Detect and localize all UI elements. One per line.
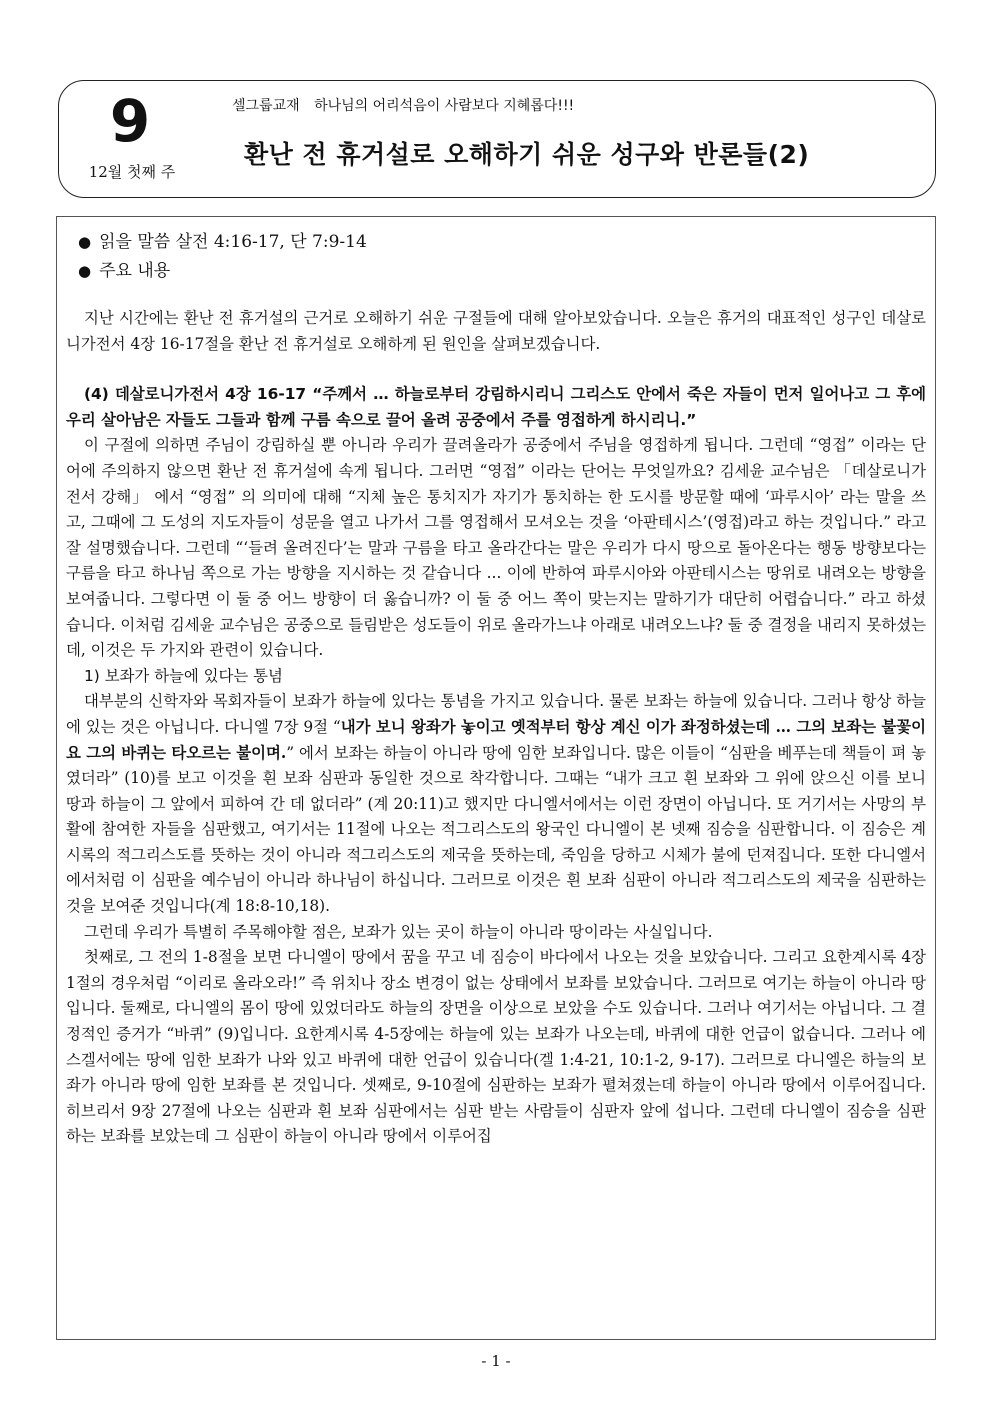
- main-content-row: [78, 257, 367, 286]
- paragraph-2: [66, 689, 926, 919]
- bullet-icon: ●: [78, 233, 92, 251]
- paragraph-4: 첫째로, 그 전의 1-8절을 보면 다니엘이 땅에서 꿈을 꾸고 네 짐승이 바다에서 나오는 것을 보았습니다. 그리고 요한계시록 4장 1절의 경우처럼 “이리로 올라오라!” 즉 위치나 장소 변경이 없는 상태에서 보좌를 보았습니다. 그러므로 여기는 하늘이 아니라 땅입니다. 둘째로, 다니엘의 몸이 땅에 있었더라도 하늘의 장면을 이상으로 보았을 수도 있습니다. 그러나 여기서는 아닙니다. 그 결정적인 증거가 “바퀴” (9)입니다. 요한계시록 4-5장에는 하늘에 있는 보좌가 나오는데, 바퀴에 대한 언급이 없습니다. 그러나 에스겔서에는 땅에 임한 보좌가 나와 있고 바퀴에 대한 언급이 있습니다(겔 1:4-21, 10:1-2, 9-17). 그러므로 다니엘은 하늘의 보좌가 아니라 땅에 임한 보좌를 본 것입니다. 셋째로, 9-10절에 심판하는 보좌가 펼쳐졌는데 하늘이 아니라 땅에서 이루어집니다. 히브리서 9장 27절에 나오는 심판과 흰 보좌 심판에서는 심판 받는 사람들이 심판자 앞에 섭니다. 그런데 다니엘이 짐승을 심판하는 보좌를 보았는데 그 심판이 하늘이 아니라 땅에서 이루어집: [66, 948, 926, 1146]
- main-content-label: 주요 내용: [99, 261, 171, 281]
- section4-heading: (4) 데살로니가전서 4장 16-17 “주께서 … 하늘로부터 강림하시리니 그리스도 안에서 죽은 자들이 먼저 일어나고 그 후에 우리 살아남은 자들도 그들과 함께 구름 속으로 끌어 올려 공중에서 주를 영접하게 하시리니.”: [66, 385, 926, 429]
- paragraph-1: 이 구절에 의하면 주님이 강림하실 뿐 아니라 우리가 끌려올라가 공중에서 주님을 영접하게 됩니다. 그런데 “영접” 이라는 단어에 주의하지 않으면 환난 전 휴거설에 속게 됩니다. 그러면 “영접” 이라는 단어는 무엇일까요? 김세윤 교수님은 「데살로니가전서 강해」 에서 “영접” 의 의미에 대해 “지체 높은 통치지가 자기가 통치하는 한 도시를 방문할 때에 ‘파루시아’ 라는 말을 쓰고, 그때에 그 도성의 지도자들이 성문을 열고 나가서 그를 영접해서 모셔오는 것을 ‘아판테시스’(영접)라고 하는 것입니다.” 라고 잘 설명했습니다. 그런데 “‘들려 올려진다’는 말과 구름을 타고 올라간다는 말은 우리가 다시 땅으로 돌아온다는 행동 방향보다는 구름을 타고 하나님 쪽으로 가는 방향을 지시하는 것 같습니다 ... 이에 반하여 파루시아와 아판테시스는 땅위로 내려오는 방향을 보여줍니다. 그렇다면 이 둘 중 어느 방향이 더 옳습니까? 이 둘 중 어느 쪽이 맞는지는 말하기가 대단히 어렵습니다.” 라고 하셨습니다. 이처럼 김세윤 교수님은 공중으로 들림받은 성도들이 위로 올라가느냐 아래로 내려오느냐? 둘 중 결정을 내리지 못하셨는데, 이것은 두 가지와 관련이 있습니다.: [66, 436, 926, 660]
- lesson-number: 9: [109, 87, 151, 155]
- meta-bullets: [78, 228, 367, 286]
- header-subtitle: [232, 96, 584, 116]
- page-number: - 1 -: [481, 1352, 511, 1370]
- intro-paragraph: 지난 시간에는 환난 전 휴거설의 근거로 오해하기 쉬운 구절들에 대해 알아보았습니다. 오늘은 휴거의 대표적인 성구인 데살로니가전서 4장 16-17절을 환난 전 휴거설로 오해하게 된 원인을 살펴보겠습니다.: [66, 309, 926, 353]
- lesson-week: 12월 첫째 주: [88, 163, 176, 181]
- reading-label: 읽을 말씀: [99, 232, 171, 252]
- series-motto: 하나님의 어리석음이 사람보다 지혜롭다!!!: [314, 98, 575, 114]
- reading-row: [78, 228, 367, 257]
- paragraph-2-end: ” 에서 보좌는 하늘이 아니라 땅에 임한 보좌입니다. 많은 이들이 “심판을 베푸는데 책들이 펴 놓였더라” (10)를 보고 이것을 흰 보좌 심판과 동일한 것으로 착각합니다. 그때는 “내가 크고 흰 보좌와 그 위에 앉으신 이를 보니 땅과 하늘이 그 앞에서 피하여 간 데 없더라” (계 20:11)고 했지만 다니엘서에서는 이런 장면이 아닙니다. 또 거기서는 사망의 부활에 참여한 자들을 심판했고, 여기서는 11절에 나오는 적그리스도의 왕국인 다니엘이 본 넷째 짐승을 심판합니다. 이 짐승은 계시록의 적그리스도를 뜻하는 것이 아니라 적그리스도의 제국을 뜻하는데, 죽임을 당하고 시체가 불에 던져집니다. 또한 다니엘서에서처럼 이 심판을 예수님이 아니라 하나님이 하십니다. 그러므로 이것은 흰 보좌 심판이 아니라 적그리스도의 제국을 심판하는 것을 보여준 것입니다(계 18:8-10,18).: [66, 743, 926, 916]
- reading-refs: 살전 4:16-17, 단 7:9-14: [175, 232, 367, 252]
- page-title: 환난 전 휴거설로 오해하기 쉬운 성구와 반론들(2): [244, 140, 810, 169]
- daniel-quote: 내가 보니 왕좌가 놓이고 옛적부터 항상 계신 이가 좌정하셨는데 … 그의 보좌는 불꽃이요 그의 바퀴는 타오르는 불이며.: [66, 717, 926, 762]
- body-text: [66, 306, 926, 1150]
- bullet-icon: ●: [78, 262, 92, 280]
- paragraph-3: 그런데 우리가 특별히 주목해야할 점은, 보좌가 있는 곳이 하늘이 아니라 땅이라는 사실입니다.: [84, 922, 713, 941]
- subsection1-heading: 1) 보좌가 하늘에 있다는 통념: [84, 666, 283, 685]
- paragraph-2-start: 대부분의 신학자와 목회자들이 보좌가 하늘에 있다는 통념을 가지고 있습니다. 물론 보좌는 하늘에 있습니다. 그러나 항상 하늘에 있는 것은 아닙니다. 다니엘 7장 9절 “: [66, 692, 926, 736]
- series-label: 셀그룹교재: [232, 98, 300, 114]
